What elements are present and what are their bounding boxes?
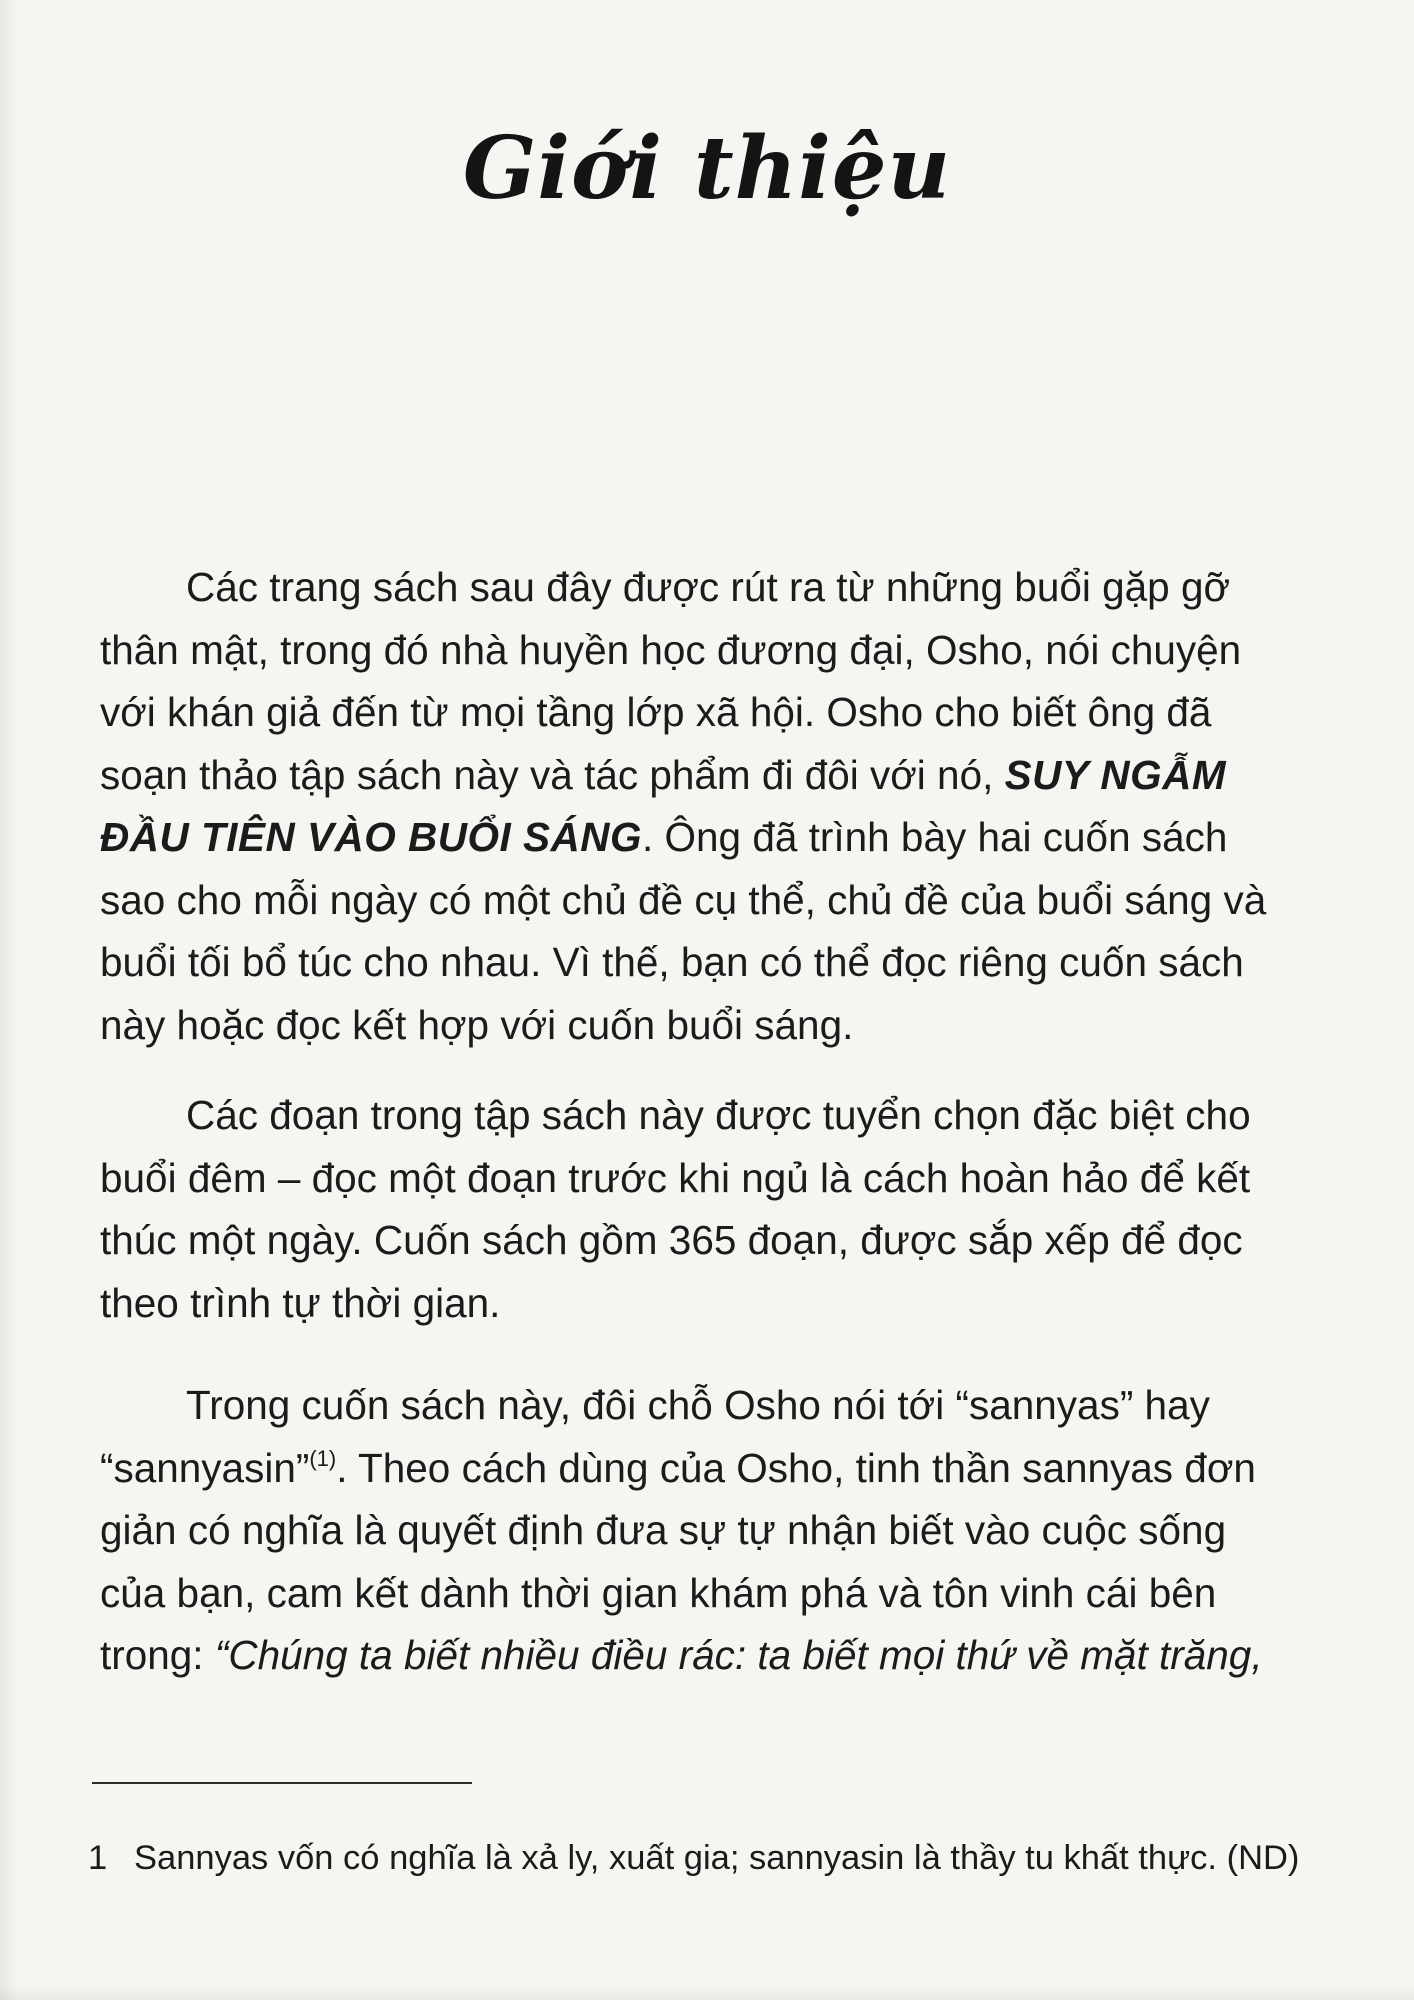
body-text	[100, 556, 1300, 1687]
paragraph-2: Các đoạn trong tập sách này được tuyển chọn đặc biệt cho buổi đêm – đọc một đoạn trước khi ngủ là cách hoàn hảo để kết thúc một ngày. Cuốn sách gồm 365 đoạn, được sắp xếp để đọc theo trình tự thời gian.	[100, 1092, 1251, 1326]
osho-quote: “Chúng ta biết nhiều điều rác: ta biết mọi thứ về mặt trăng,	[214, 1632, 1263, 1678]
footnote-divider	[92, 1782, 472, 1784]
paragraph-1	[100, 556, 1300, 1056]
companion-book-title: SUY NGẪM ĐẦU TIÊN VÀO BUỔI SÁNG	[100, 751, 1227, 860]
footnote-text: Sannyas vốn có nghĩa là xả ly, xuất gia; sannyasin là thầy tu khất thực. (ND)	[134, 1839, 1300, 1877]
paragraph-3	[100, 1374, 1300, 1687]
page-bottom-shadow	[0, 1986, 1414, 2000]
footnote	[88, 1831, 1314, 1885]
paragraph-1-text: Các trang sách sau đây được rút ra từ những buổi gặp gỡ thân mật, trong đó nhà huyền học đương đại, Osho, nói chuyện với khán giả đến từ mọi tầng lớp xã hội. Osho cho biết ông đã soạn thảo tập sách này và tác phẩm đi đôi với nó,	[100, 564, 1242, 798]
page-title: Giới thiệu	[462, 118, 952, 219]
footnote-reference[interactable]: (1)	[309, 1445, 337, 1471]
paragraph-3-text-middle: . Theo cách dùng của Osho, tinh thần sannyas đơn giản có nghĩa là quyết định đưa sự tự nhận biết vào cuộc sống của bạn, cam kết dành thời gian khám phá và tôn vinh cái bên trong:	[100, 1444, 1256, 1678]
page-binding-shadow	[0, 0, 18, 2000]
footnote-number: 1	[88, 1839, 108, 1877]
paragraph-3-text: Trong cuốn sách này, đôi chỗ Osho nói tới “sannyas” hay “sannyasin”	[100, 1382, 1210, 1491]
paragraph-1-text-end: . Ông đã trình bày hai cuốn sách sao cho mỗi ngày có một chủ đề cụ thể, chủ đề của buổi sáng và buổi tối bổ túc cho nhau. Vì thế, bạn có thể đọc riêng cuốn sách này hoặc đọc kết hợp với cuốn buổi sáng.	[100, 814, 1267, 1048]
